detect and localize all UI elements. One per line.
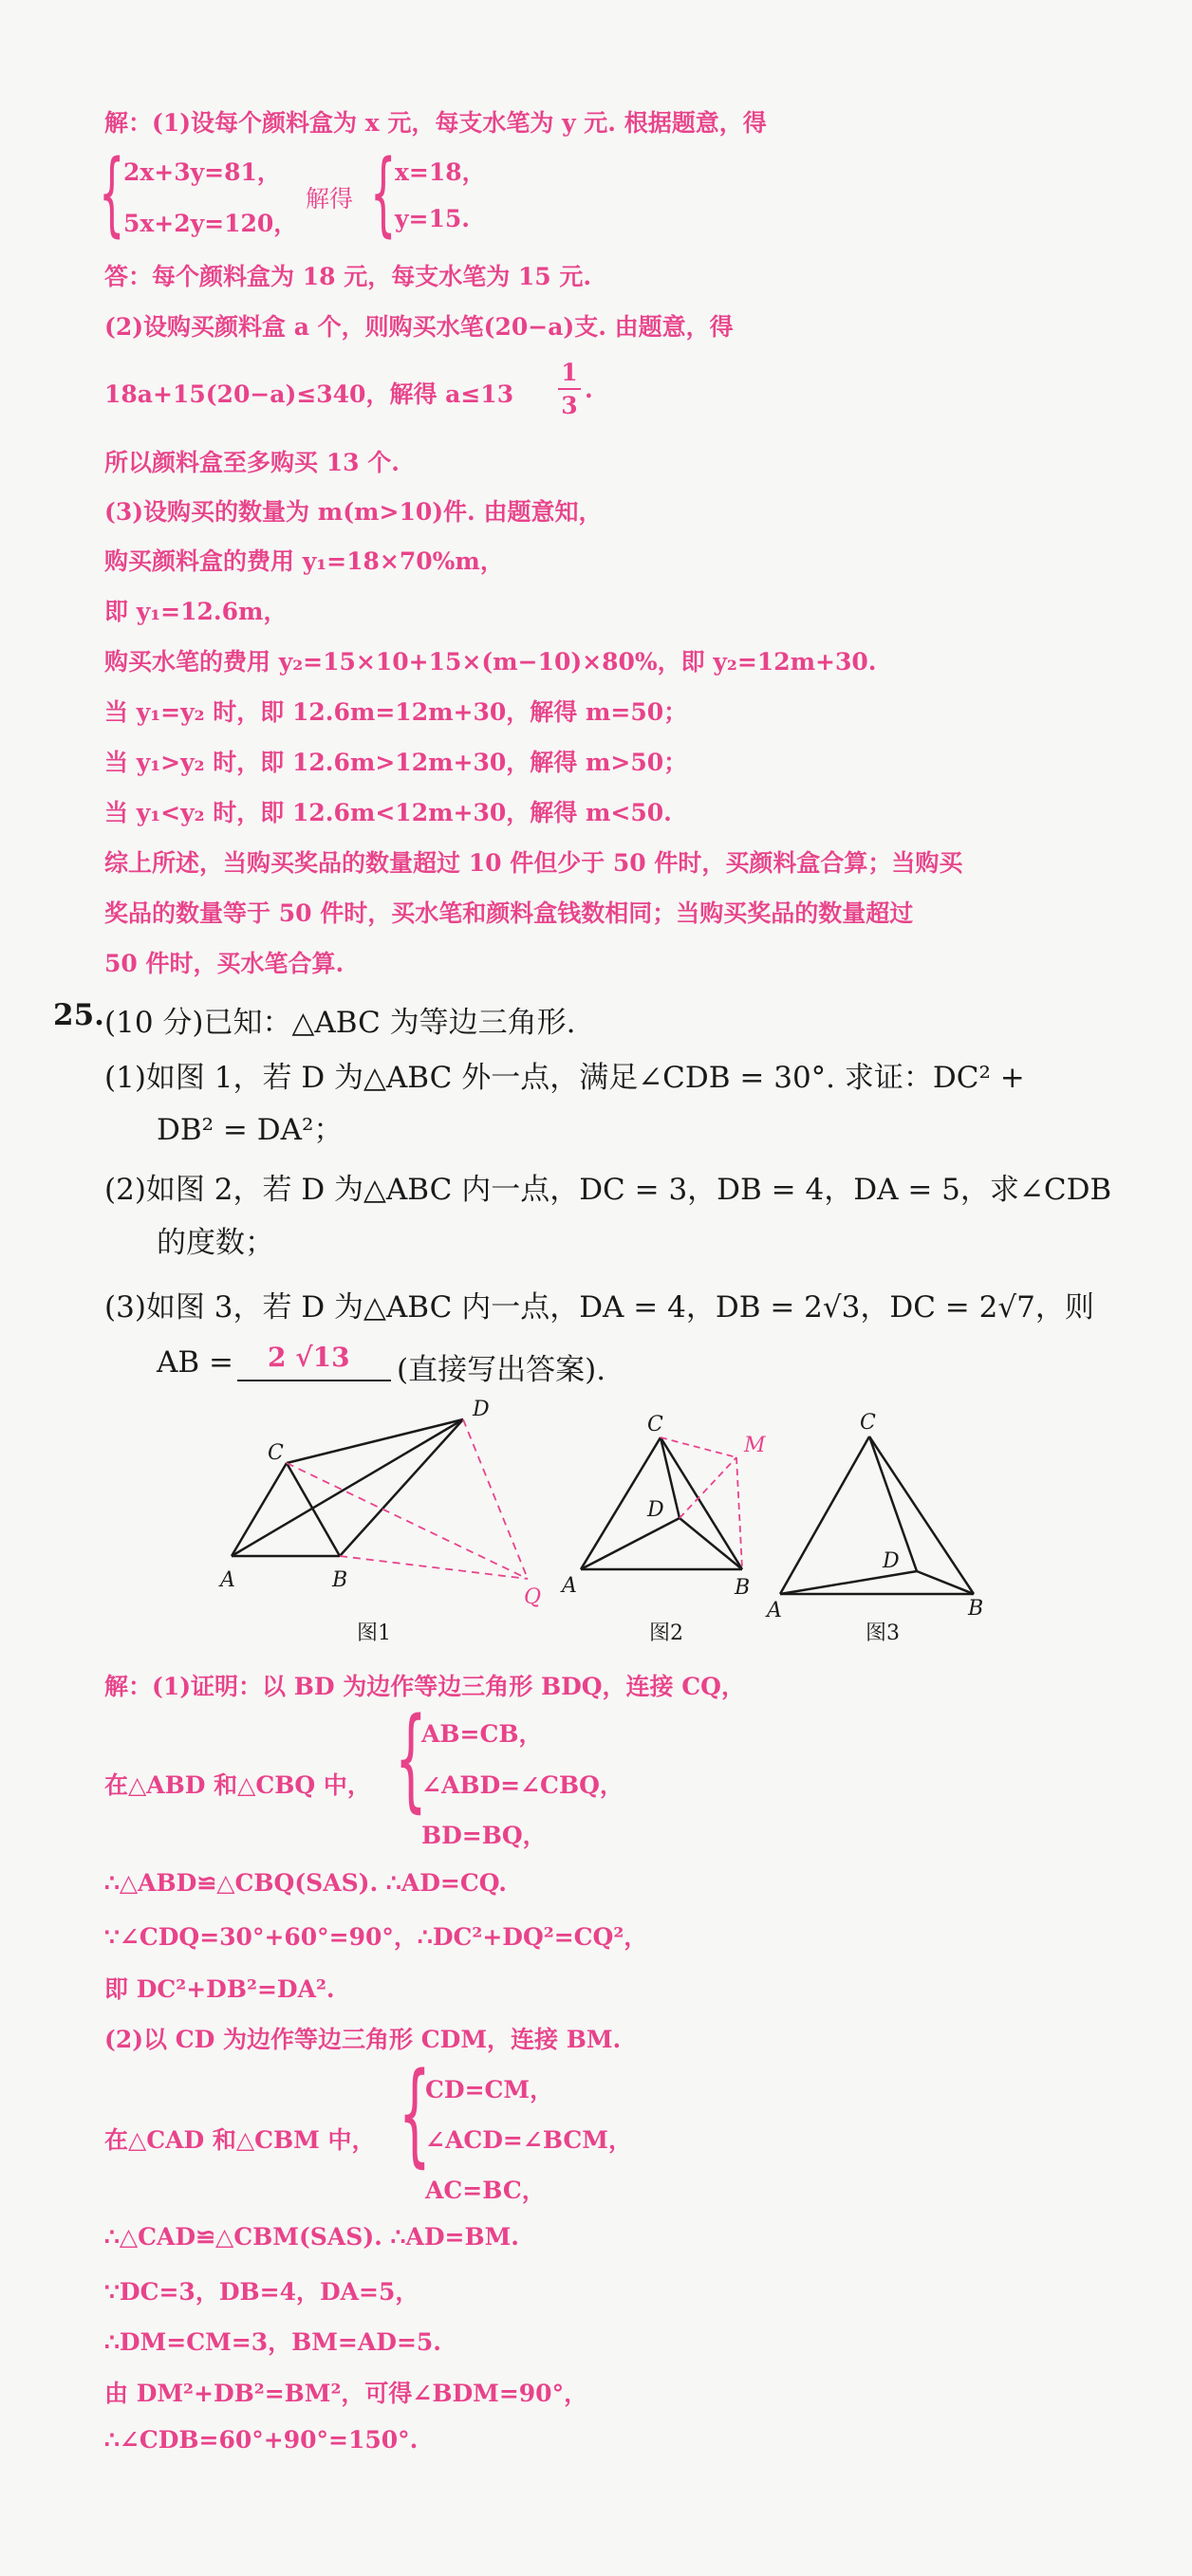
part-3-prefix: AB = [157,1345,233,1380]
part-3-line-a: (3)如图 3，若 D 为△ABC 内一点，DA = 4，DB = 2√3，DC = 2√7，则 [104,1290,1094,1325]
fig2-label-b: B [735,1576,751,1600]
part-1-line-b: DB² = DA²； [157,1113,344,1147]
part-2-line-b: 的度数； [157,1226,274,1260]
fraction-denominator: 3 [561,392,578,419]
sol25-line-11: 由 DM²+DB²=BM²，可得∠BDM=90°， [104,2380,588,2407]
sol25-line-3: ∴△ABD≌△CBQ(SAS). ∴AD=CQ. [104,1869,507,1897]
fig2-edge-cb [661,1437,742,1569]
sol25-cond-2a: CD=CM， [425,2076,554,2103]
sol24-line-16: 50 件时，买水笔合算. [104,950,345,977]
system-eq-2: 5x+2y=120， [123,210,298,237]
question-number: 25. [53,998,104,1032]
fig2-dash-dm [680,1457,736,1518]
sol24-line-3: 答：每个颜料盒为 18 元，每支水笔为 15 元. [104,263,592,290]
sol24-line-6: 所以颜料盒至多购买 13 个. [104,449,400,476]
sol24-line-12: 当 y₁>y₂ 时，即 12.6m>12m+30，解得 m>50； [104,749,688,776]
sol25-line-6: (2)以 CD 为边作等边三角形 CDM，连接 BM. [104,2026,622,2053]
fig1-label-a: A [220,1568,235,1592]
sol25-line-9: ∵DC=3，DB=4，DA=5， [104,2278,419,2306]
fig1-edge-cb [287,1463,340,1556]
sol25-line-8: ∴△CAD≌△CBM(SAS). ∴AD=BM. [104,2223,519,2251]
fig2-label-d: D [647,1498,664,1522]
fig2-label-m: M [744,1434,766,1457]
fig3-edge-ad [780,1571,917,1594]
sol25-cond-1a: AB=CB， [421,1720,543,1748]
part-2-line-a: (2)如图 2，若 D 为△ABC 内一点，DC = 3，DB = 4，DA = 5，求∠CDB [104,1173,1112,1207]
fig1-caption: 图1 [357,1622,391,1645]
fig3-label-a: A [767,1599,782,1622]
question-stem: (10 分)已知：△ABC 为等边三角形. [104,1006,576,1040]
sol25-line-10: ∴DM=CM=3，BM=AD=5. [104,2328,441,2356]
sol25-congruence-1-prefix: 在△ABD 和△CBQ 中， [104,1771,371,1799]
sol24-line-5-end: . [585,376,593,403]
fig2-edge-db [680,1518,742,1569]
sol24-line-10: 购买水笔的费用 y₂=15×10+15×(m−10)×80%，即 y₂=12m+30. [104,648,877,676]
sol24-line-9: 即 y₁=12.6m， [104,598,288,625]
fig1-label-q: Q [524,1585,542,1609]
fig2-caption: 图2 [649,1622,683,1645]
condition-brace-1: { [395,1693,427,1824]
sol25-cond-1c: BD=BQ， [421,1822,547,1849]
fig1-dash-dq [463,1419,528,1579]
sol25-cond-2b: ∠ACD=∠BCM， [425,2126,632,2154]
sol24-line-14: 综上所述，当购买奖品的数量超过 10 件但少于 50 件时，买颜料盒合算；当购买 [104,849,963,877]
fig3-label-b: B [968,1597,984,1621]
fig1-edge-ad [232,1419,463,1556]
sol24-line-8: 购买颜料盒的费用 y₁=18×70%m， [104,547,504,575]
fig3-label-c: C [860,1411,876,1435]
sol25-congruence-2-prefix: 在△CAD 和△CBM 中， [104,2126,376,2154]
fig3-label-d: D [883,1549,900,1573]
sol24-line-7: (3)设购买的数量为 m(m>10)件. 由题意知， [104,498,603,526]
answer-value: 2 √13 [268,1342,350,1373]
solution-y: y=15. [395,205,470,232]
fig2-label-a: A [562,1574,577,1598]
fig3-edge-ac [780,1436,869,1594]
fig1-edge-bd [340,1419,463,1556]
sol24-line-15: 奖品的数量等于 50 件时，买水笔和颜料盒钱数相同；当购买奖品的数量超过 [104,899,914,927]
fig1-dash-bq [340,1556,528,1579]
sol25-line-5: 即 DC²+DB²=DA². [104,1975,335,2003]
sol25-line-12: ∴∠CDB=60°+90°=150°. [104,2426,419,2454]
fig1-edge-ac [232,1463,287,1556]
sol24-line-4: (2)设购买颜料盒 a 个，则购买水笔(20−a)支. 由题意，得 [104,313,734,341]
system-brace-2: { [370,140,397,247]
fig1-edge-cd [287,1419,463,1463]
solve-word: 解得 [306,185,354,213]
sol25-line-4: ∵∠CDQ=30°+60°=90°，∴DC²+DQ²=CQ²， [104,1923,648,1951]
figure-3 [780,1436,974,1594]
fig1-label-b: B [332,1568,348,1592]
fraction-numerator: 1 [561,359,578,386]
fig2-dash-mb [736,1457,742,1569]
sol25-cond-2c: AC=BC， [425,2177,546,2204]
sol25-line-1: 解：(1)证明：以 BD 为边作等边三角形 BDQ，连接 CQ， [104,1673,745,1700]
sol24-line-1: 解：(1)设每个颜料盒为 x 元，每支水笔为 y 元. 根据题意，得 [104,109,767,137]
sol24-line-13: 当 y₁<y₂ 时，即 12.6m<12m+30，解得 m<50. [104,799,672,826]
part-1-line-a: (1)如图 1，若 D 为△ABC 外一点，满足∠CDB = 30°. 求证：DC² + [104,1061,1025,1095]
system-eq-1: 2x+3y=81， [123,158,281,186]
fig3-caption: 图3 [866,1622,900,1645]
sol24-line-11: 当 y₁=y₂ 时，即 12.6m=12m+30，解得 m=50； [104,698,688,726]
fig1-label-c: C [268,1441,284,1465]
part-3-suffix: (直接写出答案). [397,1353,606,1387]
system-brace-1: { [99,140,125,247]
condition-brace-2: { [399,2048,431,2178]
figure-1 [232,1419,463,1556]
sol25-cond-1b: ∠ABD=∠CBQ， [421,1771,624,1799]
fig2-label-c: C [647,1413,663,1436]
fig1-label-d: D [473,1398,490,1421]
sol24-line-5: 18a+15(20−a)≤340，解得 a≤13 [104,380,514,408]
solution-x: x=18， [395,158,486,186]
